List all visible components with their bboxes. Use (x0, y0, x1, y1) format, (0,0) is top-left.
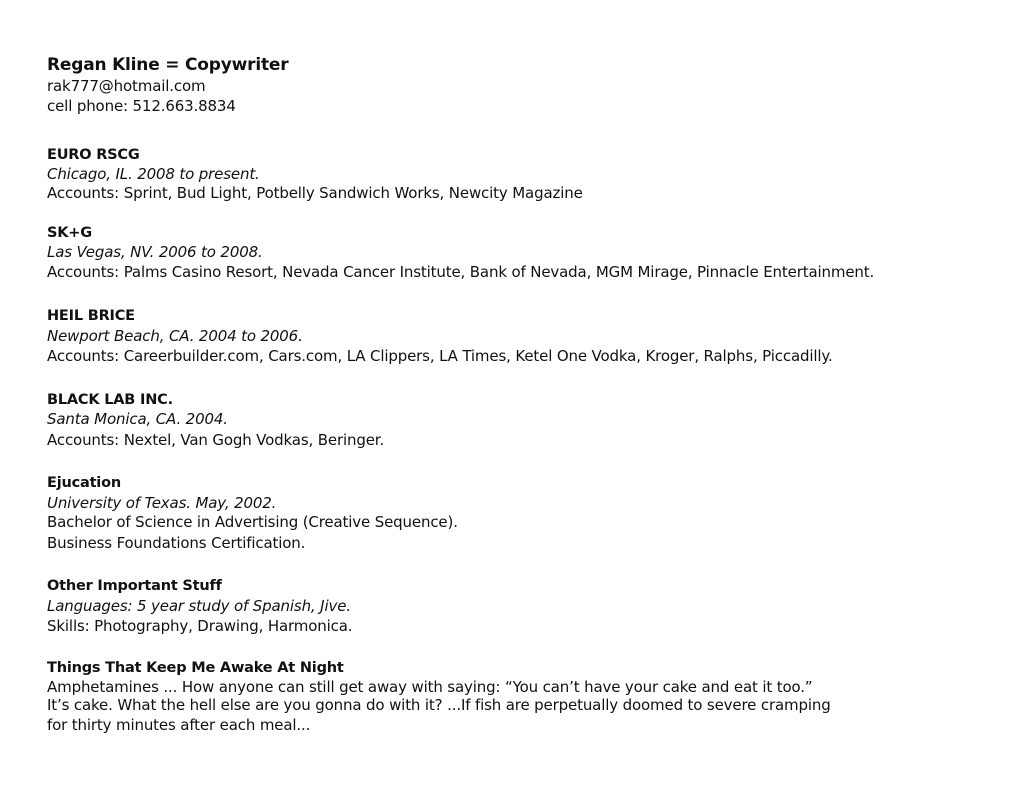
company-heading: SK+G (47, 225, 92, 241)
night-line: Amphetamines ... How anyone can still get away with saying: “You can’t have your cake and eat it too.” (47, 678, 813, 696)
job-accounts: Accounts: Palms Casino Resort, Nevada Cancer Institute, Bank of Nevada, MGM Mirage, Pinnacle Entertainment. (47, 263, 875, 281)
job-accounts: Accounts: Nextel, Van Gogh Vodkas, Beringer. (47, 431, 385, 449)
email-text: rak777@hotmail.com (47, 77, 206, 95)
other-heading: Other Important Stuff (47, 578, 222, 594)
other-languages: Languages: 5 year study of Spanish, Jive. (47, 597, 351, 615)
phone-text: cell phone: 512.663.8834 (47, 97, 236, 115)
education-school: University of Texas. May, 2002. (47, 494, 277, 512)
name-title: Regan Kline = Copywriter (47, 55, 289, 75)
job-accounts: Accounts: Sprint, Bud Light, Potbelly Sandwich Works, Newcity Magazine (47, 184, 583, 202)
company-heading: BLACK LAB INC. (47, 392, 173, 408)
job-accounts: Accounts: Careerbuilder.com, Cars.com, LA Clippers, LA Times, Ketel One Vodka, Kroger, Ralphs, Piccadilly. (47, 347, 833, 365)
education-degree: Bachelor of Science in Advertising (Creative Sequence). (47, 513, 458, 531)
night-heading: Things That Keep Me Awake At Night (47, 660, 344, 676)
job-location-dates: Las Vegas, NV. 2006 to 2008. (47, 243, 263, 261)
night-line: It’s cake. What the hell else are you gonna do with it? ...If fish are perpetually doomed to severe cramping (47, 696, 831, 714)
job-location-dates: Santa Monica, CA. 2004. (47, 410, 228, 428)
education-certification: Business Foundations Certification. (47, 534, 306, 552)
education-heading: Ejucation (47, 475, 121, 491)
company-heading: HEIL BRICE (47, 308, 135, 324)
night-line: for thirty minutes after each meal... (47, 716, 311, 734)
job-location-dates: Newport Beach, CA. 2004 to 2006. (47, 327, 303, 345)
other-skills: Skills: Photography, Drawing, Harmonica. (47, 617, 353, 635)
company-heading: EURO RSCG (47, 147, 140, 163)
job-location-dates: Chicago, IL. 2008 to present. (47, 165, 260, 183)
